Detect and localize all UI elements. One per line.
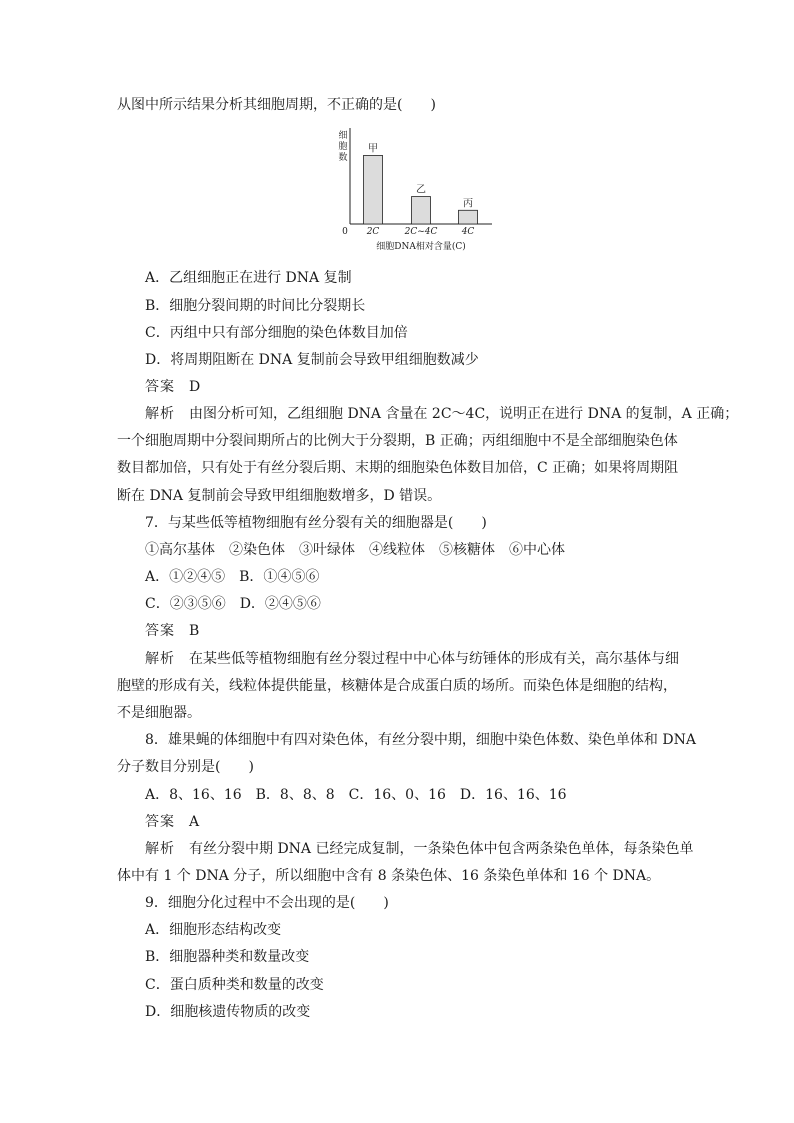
x-tick-label: 4C [461, 227, 475, 237]
x-tick-label: 2C [366, 227, 380, 237]
q9-option-b: B．细胞器种类和数量改变 [145, 949, 310, 965]
q8-answer [145, 813, 199, 831]
bar [412, 197, 431, 224]
answer-label: 答案 [145, 379, 175, 395]
q7-items: ①高尔基体 ②染色体 ③叶绿体 ④线粒体 ⑤核糖体 ⑥中心体 [145, 542, 565, 558]
q7-answer [145, 622, 199, 640]
answer-label: 答案 [145, 814, 175, 830]
q7-analysis-line-2: 胞壁的形成有关，线粒体提供能量，核糖体是合成蛋白质的场所。而染色体是细胞的结构， [117, 678, 677, 694]
answer-value: A [189, 814, 200, 830]
q6-option-b: B．细胞分裂间期的时间比分裂期长 [145, 298, 366, 314]
q8-stem-line-1: 8．雄果蝇的体细胞中有四对染色体，有丝分裂中期，细胞中染色体数、染色单体和 DNA [145, 732, 696, 748]
chart-xlabel: 细胞DNA相对含量(C) [376, 242, 466, 252]
q7-analysis-line-1 [145, 650, 679, 668]
q6-answer [145, 378, 200, 396]
q6-analysis-line-4: 断在 DNA 复制前会导致甲组细胞数增多，D 错误。 [117, 488, 442, 504]
q7-stem: 7．与某些低等植物细胞有丝分裂有关的细胞器是( ) [145, 515, 487, 531]
q7-options-line-2: C．②③⑤⑥ D．②④⑤⑥ [145, 596, 321, 612]
q6-option-a: A．乙组细胞正在进行 DNA 复制 [145, 270, 352, 286]
q9-stem: 9．细胞分化过程中不会出现的是( ) [145, 895, 389, 911]
q8-stem-line-2: 分子数目分别是( ) [117, 759, 254, 775]
bar [364, 155, 383, 224]
q8-options: A．8、16、16 B．8、8、8 C．16、0、16 D．16、16、16 [145, 787, 567, 803]
analysis-label: 解析 [145, 406, 175, 422]
answer-value: D [189, 379, 201, 395]
q9-option-d: D．细胞核遗传物质的改变 [145, 1004, 311, 1020]
q8-analysis-line-2: 体中有 1 个 DNA 分子，所以细胞中含有 8 条染色体、16 条染色单体和 16 个 DNA。 [117, 868, 661, 884]
q6-stem: 从图中所示结果分析其细胞周期，不正确的是( ) [117, 97, 436, 113]
origin-label: 0 [342, 227, 348, 237]
bar-chart [336, 128, 496, 254]
analysis-text: 由图分析可知，乙组细胞 DNA 含量在 2C～4C，说明正在进行 DNA 的复制，A 正确； [189, 406, 739, 422]
bar [459, 210, 478, 224]
chart-ylabel-char: 细 [338, 131, 348, 141]
bars-group [364, 142, 478, 237]
analysis-text: 有丝分裂中期 DNA 已经完成复制，一条染色体中包含两条染色单体，每条染色单 [189, 841, 694, 857]
bar-label: 乙 [416, 184, 426, 196]
chart-ylabel [338, 130, 347, 163]
q7-analysis-line-3: 不是细胞器。 [117, 705, 201, 721]
q9-option-a: A．细胞形态结构改变 [145, 922, 282, 938]
q6-analysis-line-2: 一个细胞周期中分裂间期所占的比例大于分裂期，B 正确；丙组细胞中不是全部细胞染色体 [117, 433, 678, 449]
q7-options-line-1: A．①②④⑤ B．①④⑤⑥ [145, 569, 320, 585]
q9-option-c: C．蛋白质种类和数量的改变 [145, 977, 324, 993]
q6-option-c: C．丙组中只有部分细胞的染色体数目加倍 [145, 325, 408, 341]
bar-label: 丙 [463, 198, 473, 210]
bar-label: 甲 [368, 143, 378, 155]
answer-value: B [189, 623, 200, 639]
chart-ylabel-char: 胞 [338, 142, 348, 152]
q8-analysis-line-1 [145, 840, 693, 858]
analysis-text: 在某些低等植物细胞有丝分裂过程中中心体与纺锤体的形成有关，高尔基体与细 [189, 651, 679, 667]
analysis-label: 解析 [145, 651, 175, 667]
q6-analysis-line-3: 数目都加倍，只有处于有丝分裂后期、末期的细胞染色体数目加倍，C 正确；如果将周期阻 [117, 460, 679, 476]
analysis-label: 解析 [145, 841, 175, 857]
answer-label: 答案 [145, 623, 175, 639]
q6-analysis-line-1 [145, 405, 738, 423]
q6-option-d: D．将周期阻断在 DNA 复制前会导致甲组细胞数减少 [145, 352, 479, 368]
x-tick-label: 2C~4C [404, 227, 438, 237]
chart-ylabel-char: 数 [338, 153, 348, 163]
